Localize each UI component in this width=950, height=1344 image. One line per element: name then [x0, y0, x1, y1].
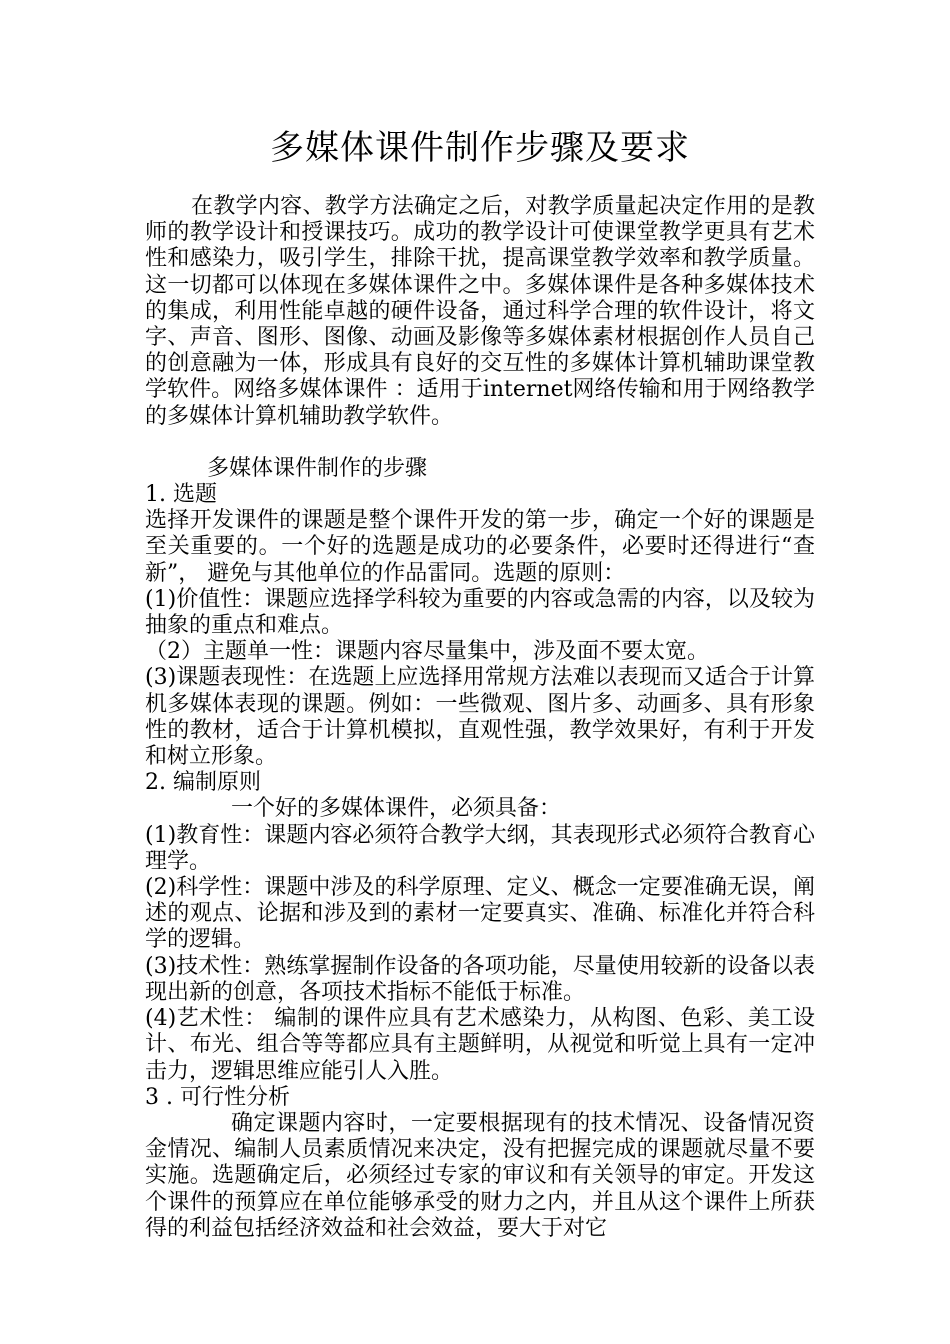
section-2-point-4: (4)艺术性： 编制的课件应具有艺术感染力，从构图、色彩、美工设计、布光、组合等等都应具有主题鲜明，从视觉和听觉上具有一定冲击力，逻辑思维应能引人入胜。: [145, 1006, 815, 1084]
document-title: 多媒体课件制作步骤及要求: [270, 128, 690, 168]
section-1-heading: 1. 选题: [145, 482, 217, 508]
section-2-point-3: (3)技术性：熟练掌握制作设备的各项功能，尽量使用较新的设备以表现出新的创意，各项技术指标不能低于标准。: [145, 953, 815, 1005]
document-page: [145, 124, 815, 1242]
intro-paragraph: 在教学内容、教学方法确定之后，对教学质量起决定作用的是教师的教学设计和授课技巧。成功的教学设计可使课堂教学更具有艺术性和感染力，吸引学生，排除干扰，提高课堂教学效率和教学质量。这一切都可以体现在多媒体课件之中。多媒体课件是各种多媒体技术的集成，利用性能卓越的硬件设备，通过科学合理的软件设计，将文字、声音、图形、图像、动画及影像等多媒体素材根据创作人员自己的创意融为一体，形成具有良好的交互性的多媒体计算机辅助课堂教学软件。网络多媒体课件 ：适用于internet网络传输和用于网络教学的多媒体计算机辅助教学软件。: [145, 194, 815, 429]
section-1-point-1: (1)价值性：课题应选择学科较为重要的内容或急需的内容，以及较为抽象的重点和难点。: [145, 586, 815, 639]
section-3-heading: 3 . 可行性分析: [145, 1084, 290, 1110]
section-2-heading: 2. 编制原则: [145, 770, 261, 796]
section-2-intro: 一个好的多媒体课件，必须具备：: [231, 796, 562, 822]
section-1-point-3: (3)课题表现性：在选题上应选择用常规方法难以表现而又适合于计算机多媒体表现的课题。例如：一些微观、图片多、动画多、具有形象性的教材，适合于计算机模拟，直观性强，教学效果好，有利于开发和树立形象。: [145, 665, 815, 770]
section-2-point-1: (1)教育性：课题内容必须符合教学大纲，其表现形式必须符合教育心理学。: [145, 822, 815, 874]
section-1-point-2: （2）主题单一性：课题内容尽量集中，涉及面不要太宽。: [145, 639, 709, 665]
blank-line: [145, 430, 815, 456]
section-3-body: 确定课题内容时，一定要根据现有的技术情况、设备情况资金情况、编制人员素质情况来决定，没有把握完成的课题就尽量不要实施。选题确定后，必须经过专家的审议和有关领导的审定。开发这个课件的预算应在单位能够承受的财力之内，并且从这个课件上所获得的利益包括经济效益和社会效益，要大于对它: [145, 1110, 815, 1241]
steps-heading: 多媒体课件制作的步骤: [207, 455, 428, 481]
section-2-point-2: (2)科学性：课题中涉及的科学原理、定义、概念一定要准确无误，阐述的观点、论据和涉及到的素材一定要真实、准确、标准化并符合科学的逻辑。: [145, 875, 815, 953]
section-1-body: 选择开发课件的课题是整个课件开发的第一步，确定一个好的课题是至关重要的。一个好的选题是成功的必要条件，必要时还得进行“查新”， 避免与其他单位的作品雷同。选题的原则：: [145, 508, 815, 586]
